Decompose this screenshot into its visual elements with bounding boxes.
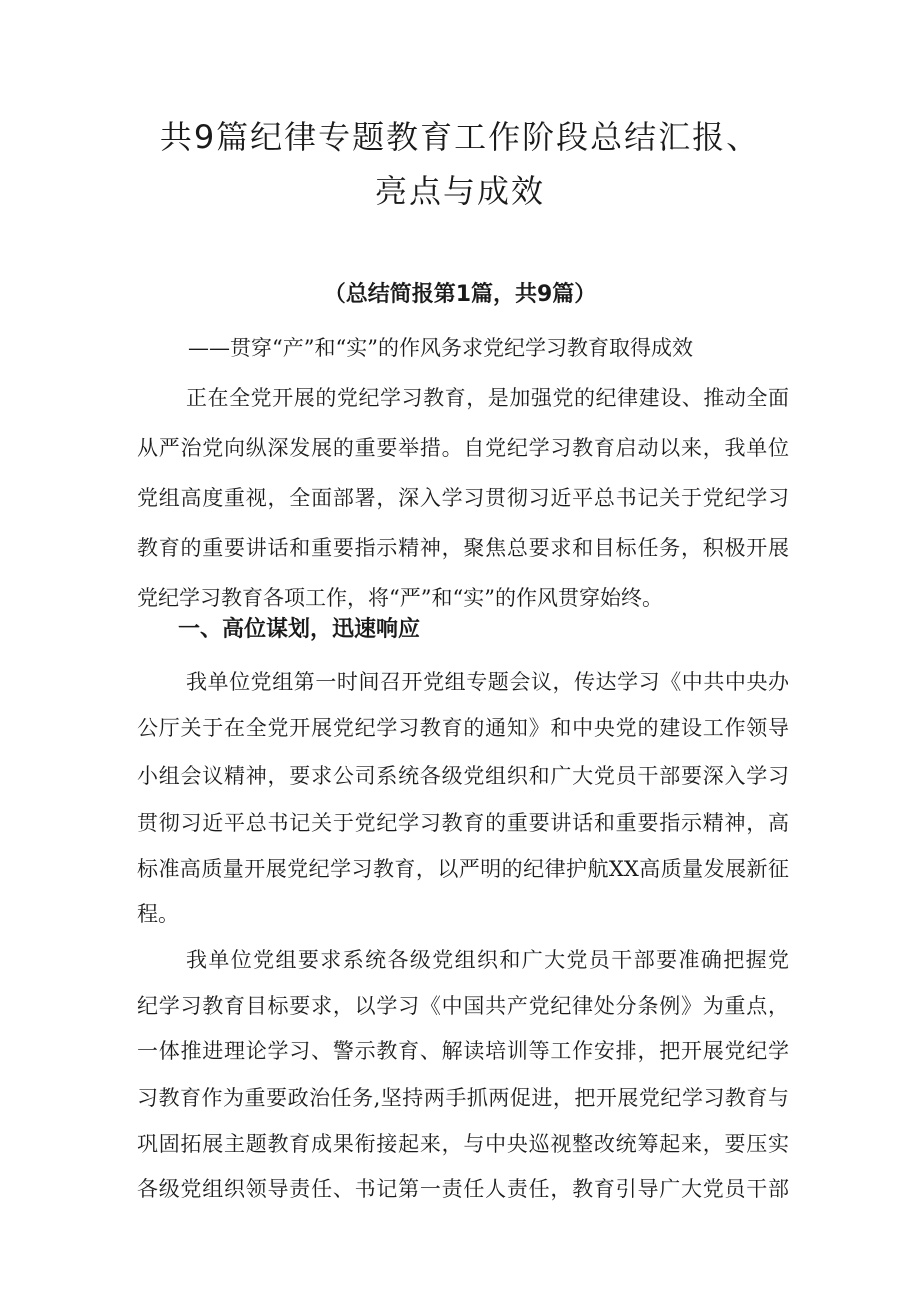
intro-line: 党组高度重视，全面部署，深入学习贯彻习近平总书记关于党纪学习: [137, 486, 789, 510]
document-title-line-1: 共9篇纪律专题教育工作阶段总结汇报、: [159, 118, 761, 156]
intro-line: 正在全党开展的党纪学习教育，是加强党的纪律建设、推动全面: [186, 386, 789, 410]
paragraph-line: 程。: [137, 902, 179, 926]
document-title-line-2: 亮点与成效: [374, 172, 545, 210]
intro-line: 教育的重要讲话和重要指示精神，聚焦总要求和目标任务，积极开展: [137, 536, 789, 560]
paragraph-line: 标准高质量开展党纪学习教育，以严明的纪律护航XX高质量发展新征: [137, 857, 789, 881]
section-heading: 一、高位谋划，迅速响应: [178, 617, 421, 642]
intro-line: 党纪学习教育各项工作，将“严”和“实”的作风贯穿始终。: [137, 586, 663, 610]
document-tagline: ——贯穿“产”和“实”的作风务求党纪学习教育取得成效: [188, 336, 693, 360]
paragraph-line: 习教育作为重要政治任务,坚持两手抓两促进，把开展党纪学习教育与: [137, 1086, 789, 1110]
paragraph-line: 巩固拓展主题教育成果衔接起来，与中央巡视整改统筹起来，要压实: [137, 1132, 789, 1156]
paragraph-line: 我单位党组要求系统各级党组织和广大党员干部要准确把握党: [186, 948, 789, 972]
paragraph-line: 贯彻习近平总书记关于党纪学习教育的重要讲话和重要指示精神，高: [137, 811, 789, 835]
paragraph-line: 各级党组织领导责任、书记第一责任人责任，教育引导广大党员干部: [137, 1177, 789, 1201]
paragraph-line: 公厅关于在全党开展党纪学习教育的通知》和中央党的建设工作领导: [137, 716, 789, 740]
paragraph-line: 一体推进理论学习、警示教育、解读培训等工作安排，把开展党纪学: [137, 1039, 789, 1063]
paragraph-line: 小组会议精神，要求公司系统各级党组织和广大党员干部要深入学习: [137, 764, 789, 788]
intro-line: 从严治党向纵深发展的重要举措。自党纪学习教育启动以来，我单位: [137, 436, 789, 460]
document-subtitle: （总结简报第1篇，共9篇）: [323, 282, 597, 307]
paragraph-line: 纪学习教育目标要求，以学习《中国共产党纪律处分条例》为重点，: [137, 994, 789, 1018]
paragraph-line: 我单位党组第一时间召开党组专题会议，传达学习《中共中央办: [186, 670, 789, 694]
